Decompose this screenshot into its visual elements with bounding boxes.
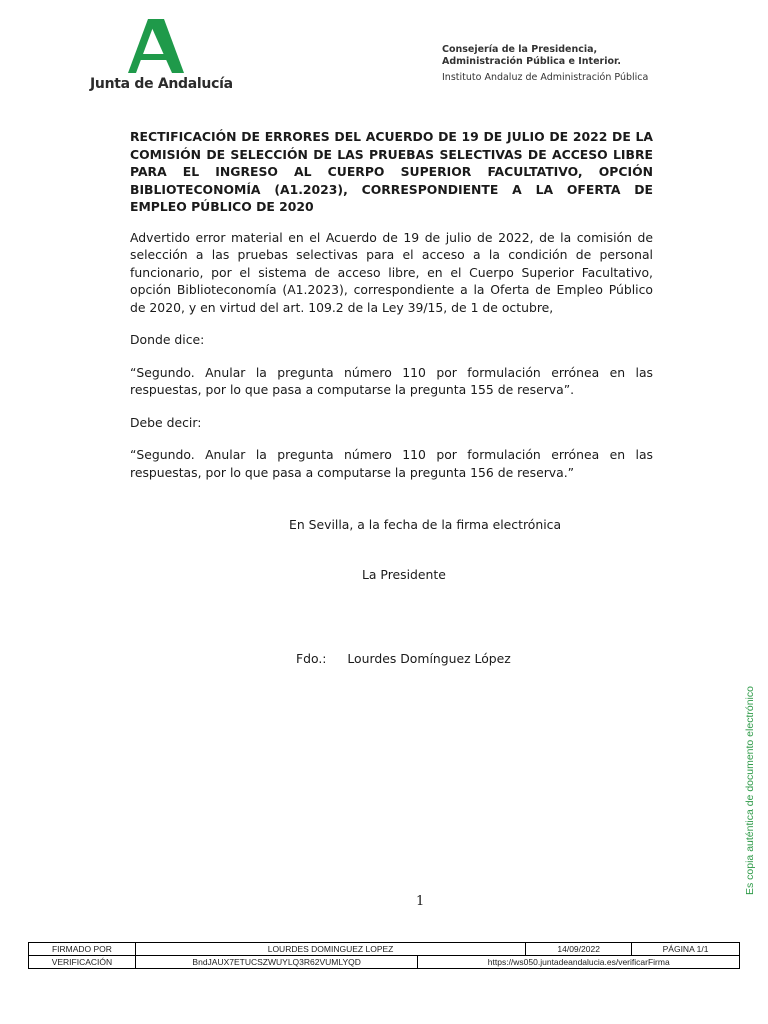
donde-dice-text: “Segundo. Anular la pregunta número 110 por formulación errónea en las respuestas, por lo que pasa a computarse la pregunta 155 de reserva”. (130, 364, 653, 397)
header-institution (442, 44, 672, 84)
signer-name: Lourdes Domínguez López (347, 651, 511, 666)
verificacion-code: BndJAUX7ETUCSZWUYLQ3R62VUMLYQD (135, 956, 418, 969)
junta-andalucia-logo (90, 18, 233, 98)
signature-verification-table (28, 942, 740, 969)
logo-text: Junta de Andalucía (90, 76, 233, 92)
andalucia-logo-icon (126, 18, 186, 74)
instituto-name: Instituto Andaluz de Administración Pública (442, 72, 649, 83)
consejeria-name: Consejería de la Presidencia, Administración Pública e Interior. (442, 44, 621, 67)
authentic-copy-note: Es copia auténtica de documento electrónico (744, 686, 756, 895)
page-count: PÁGINA 1/1 (632, 943, 740, 956)
place-date: En Sevilla, a la fecha de la firma electrónica (289, 517, 562, 532)
signature-date: 14/09/2022 (526, 943, 632, 956)
signer-role: La Presidente (362, 567, 446, 582)
debe-decir-label: Debe decir: (130, 414, 202, 430)
verificacion-url[interactable]: https://ws050.juntadeandalucia.es/verificarFirma (418, 956, 740, 969)
page-number: 1 (416, 894, 425, 909)
debe-decir-text: “Segundo. Anular la pregunta número 110 por formulación errónea en las respuestas, por lo que pasa a computarse la pregunta 156 de reserva.” (130, 447, 653, 480)
table-row (29, 956, 740, 969)
firmado-por-label: FIRMADO POR (29, 943, 136, 956)
donde-dice-label: Donde dice: (130, 332, 205, 347)
document-title: RECTIFICACIÓN DE ERRORES DEL ACUERDO DE 19 DE JULIO DE 2022 DE LA COMISIÓN DE SELECCIÓN DE LAS PRUEBAS SELECTIVAS DE ACCESO LIBRE PARA EL INGRESO AL CUERPO SUPERIOR FACULTATIVO, OPCIÓN BIBLIOTECONOMÍA (A1.2023), CORRESPONDIENTE A LA OFERTA DE EMPLEO PÚBLICO DE 2020 (130, 129, 653, 214)
firmado-por-value: LOURDES DOMINGUEZ LOPEZ (135, 943, 525, 956)
signature-line (296, 650, 511, 667)
intro-paragraph: Advertido error material en el Acuerdo de 19 de julio de 2022, de la comisión de selección a las pruebas selectivas para el acceso a la condición de personal funcionario, por el sistema de acceso libre, en el Cuerpo Superior Facultativo, opción Biblioteconomía (A1.2023), correspondiente a la Oferta de Empleo Público de 2020, y en virtud del art. 109.2 de la Ley 39/15, de 1 de octubre, (130, 229, 653, 315)
document-body (130, 128, 653, 496)
table-row (29, 943, 740, 956)
verificacion-label: VERIFICACIÓN (29, 956, 136, 969)
signature-prefix: Fdo.: (296, 651, 327, 666)
